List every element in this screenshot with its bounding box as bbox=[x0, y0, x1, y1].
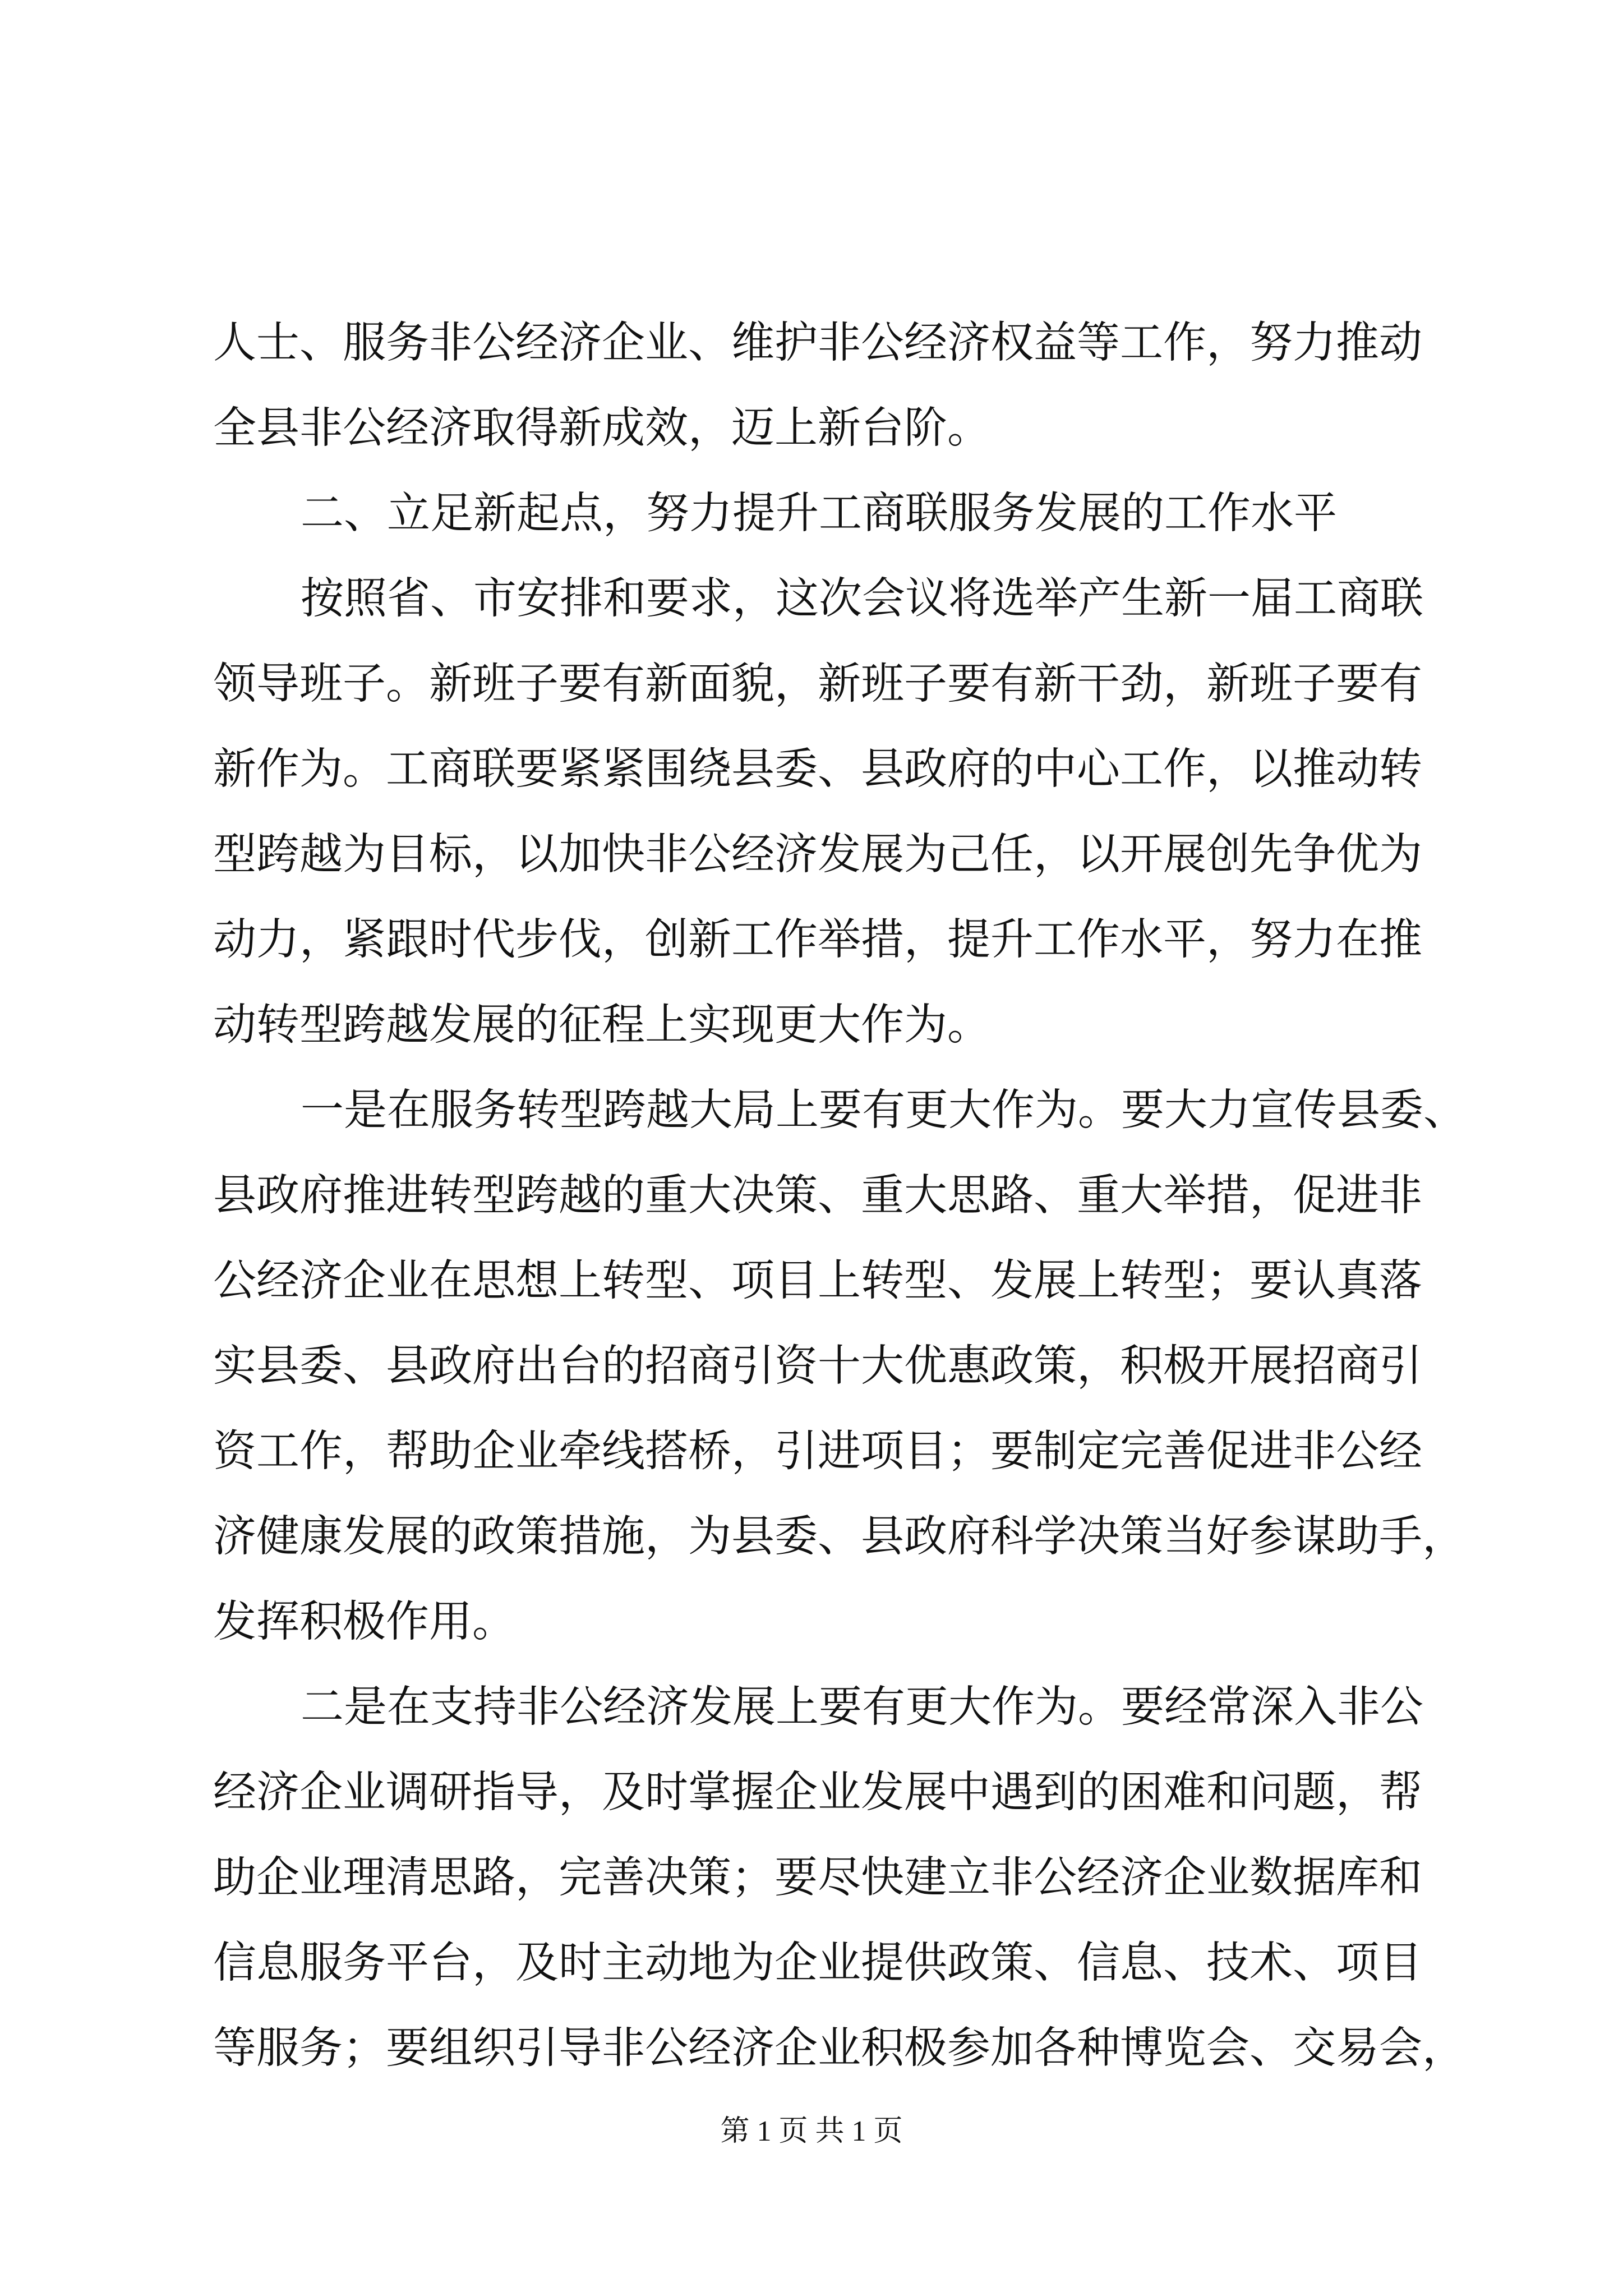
text-line: 发挥积极作用。 bbox=[213, 1597, 515, 1647]
text-line: 经济企业调研指导，及时掌握企业发展中遇到的困难和问题，帮 bbox=[213, 1768, 1422, 1818]
text-line: 实县委、县政府出台的招商引资十大优惠政策，积极开展招商引 bbox=[213, 1341, 1422, 1391]
text-line: 动力，紧跟时代步伐，创新工作举措，提升工作水平，努力在推 bbox=[213, 915, 1422, 965]
text-line: 按照省、市安排和要求，这次会议将选举产生新一届工商联 bbox=[301, 574, 1423, 624]
text-line: 济健康发展的政策措施，为县委、县政府科学决策当好参谋助手， bbox=[213, 1512, 1465, 1562]
text-line: 信息服务平台，及时主动地为企业提供政策、信息、技术、项目 bbox=[213, 1938, 1422, 1988]
text-line: 等服务；要组织引导非公经济企业积极参加各种博览会、交易会， bbox=[213, 2023, 1465, 2073]
body-text bbox=[213, 301, 1467, 2091]
text-line: 助企业理清思路，完善决策；要尽快建立非公经济企业数据库和 bbox=[213, 1853, 1422, 1903]
text-line: 资工作，帮助企业牵线搭桥，引进项目；要制定完善促进非公经 bbox=[213, 1427, 1422, 1476]
text-line: 二、立足新起点，努力提升工商联服务发展的工作水平 bbox=[301, 489, 1337, 539]
text-line: 公经济企业在思想上转型、项目上转型、发展上转型；要认真落 bbox=[213, 1256, 1422, 1306]
text-line: 型跨越为目标，以加快非公经济发展为己任，以开展创先争优为 bbox=[213, 830, 1422, 880]
text-line: 一是在服务转型跨越大局上要有更大作为。要大力宣传县委、 bbox=[301, 1085, 1467, 1135]
text-line: 领导班子。新班子要有新面貌，新班子要有新干劲，新班子要有 bbox=[213, 659, 1422, 709]
text-line: 人士、服务非公经济企业、维护非公经济权益等工作，努力推动 bbox=[213, 318, 1422, 368]
text-line: 动转型跨越发展的征程上实现更大作为。 bbox=[213, 1000, 990, 1050]
text-line: 县政府推进转型跨越的重大决策、重大思路、重大举措，促进非 bbox=[213, 1171, 1422, 1221]
text-line: 新作为。工商联要紧紧围绕县委、县政府的中心工作，以推动转 bbox=[213, 744, 1422, 794]
text-line: 二是在支持非公经济发展上要有更大作为。要经常深入非公 bbox=[301, 1682, 1423, 1732]
text-line: 全县非公经济取得新成效，迈上新台阶。 bbox=[213, 403, 990, 453]
page-footer: 第 1 页 共 1 页 bbox=[720, 2115, 903, 2147]
